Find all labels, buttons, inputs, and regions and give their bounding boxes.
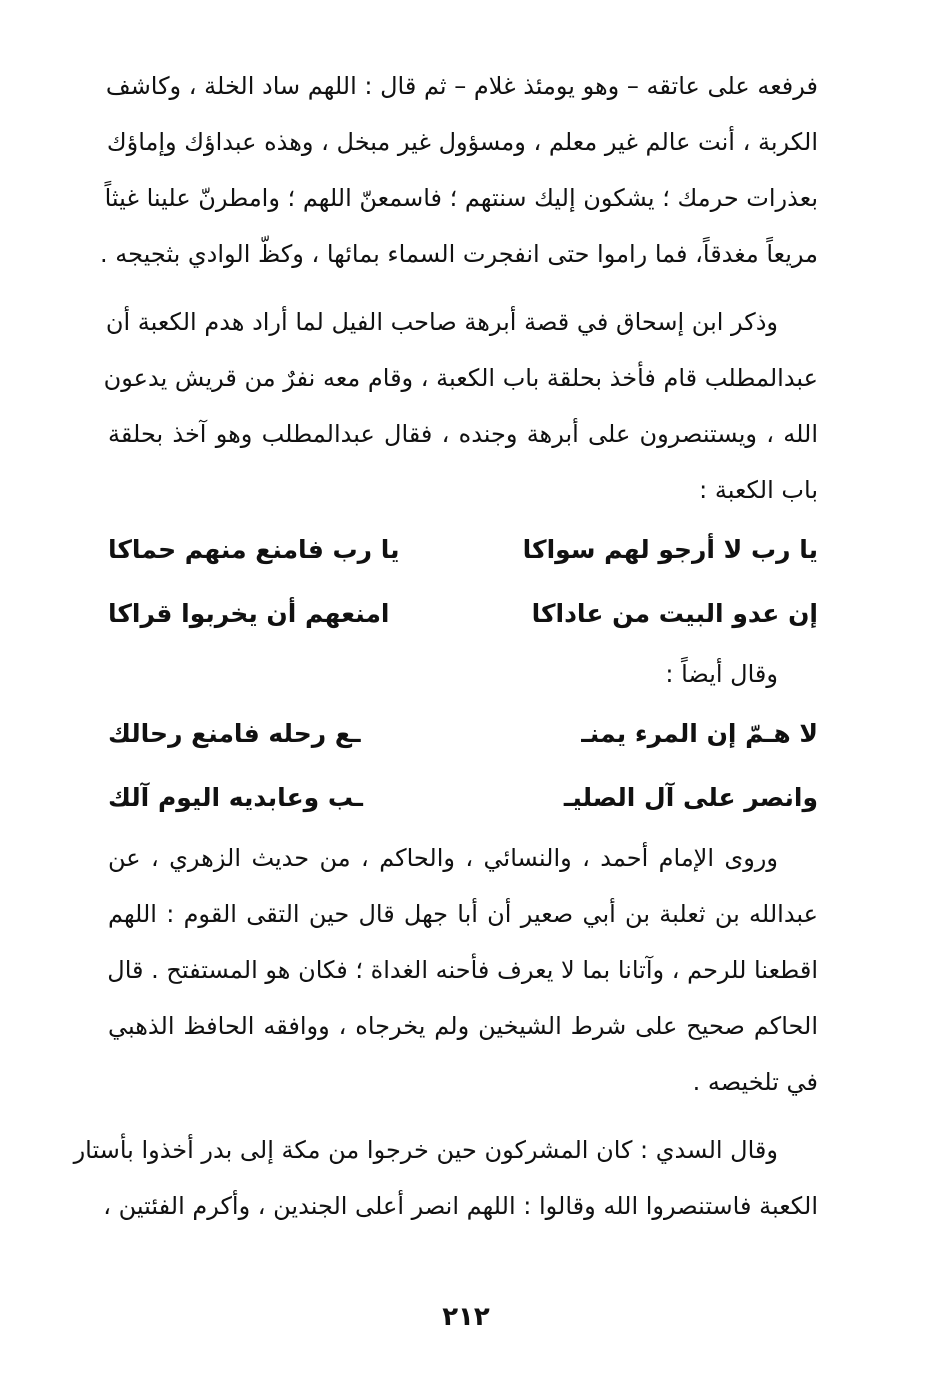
page-number: ٢١٢: [442, 1302, 490, 1332]
poem-1: [108, 518, 818, 646]
text-line: فرفعه على عاتقه – وهو يومئذ غلام – ثم قال : اللهم ساد الخلة ، وكاشف: [105, 72, 818, 100]
text-line: الكعبة فاستنصروا الله وقالوا : اللهم انصر أعلى الجندين ، وأكرم الفئتين ،: [103, 1192, 818, 1220]
verse-second-hemistich: ـب وعابديه اليوم آلك: [108, 783, 363, 812]
page-body: [73, 58, 818, 1234]
text-line: الحاكم صحيح على شرط الشيخين ولم يخرجاه ، ووافقه الحافظ الذهبي: [108, 1012, 818, 1040]
text-line: باب الكعبة :: [699, 476, 818, 504]
paragraph-1: [99, 58, 818, 282]
text-line: وروى الإمام أحمد ، والنسائي ، والحاكم ، من حديث الزهري ، عن: [108, 844, 778, 872]
verse-first-hemistich: لا هـمّ إن المرء يمنـ: [581, 719, 818, 748]
text-line: مريعاً مغدقاً، فما راموا حتى انفجرت السماء بمائها ، وكظّ الوادي بثجيجه .: [99, 240, 818, 268]
text-line: عبدالمطلب قام فأخذ بحلقة باب الكعبة ، وقام معه نفرٌ من قريش يدعون: [103, 364, 818, 392]
poem-2: [108, 702, 818, 830]
text-line: اقطعنا للرحم ، وآتانا بما لا يعرف فأحنه الغداة ؛ فكان هو المستفتح . قال: [107, 956, 818, 984]
verse-first-hemistich: وانصر على آل الصليـ: [563, 783, 818, 812]
verse-second-hemistich: يا رب فامنع منهم حماكا: [108, 535, 400, 564]
verse-line: [108, 518, 818, 582]
text-line: الكربة ، أنت عالم غير معلم ، ومسؤول غير مبخل ، وهذه عبداؤك وإماؤك: [106, 128, 818, 156]
paragraph-3: [108, 830, 818, 1110]
verse-line: [108, 582, 818, 646]
paragraph-4: [73, 1122, 818, 1234]
verse-line: [108, 766, 818, 830]
text-line: بعذرات حرمك ؛ يشكون إليك سنتهم ؛ فاسمعنّ اللهم ؛ وامطرنّ علينا غيثاً: [104, 184, 818, 212]
verse-second-hemistich: ـع رحله فامنع رحالك: [108, 719, 361, 748]
verse-first-hemistich: يا رب لا أرجو لهم سواكا: [522, 535, 818, 564]
verse-line: [108, 702, 818, 766]
text-line: الله ، ويستنصرون على أبرهة وجنده ، فقال عبدالمطلب وهو آخذ بحلقة: [108, 420, 818, 448]
text-line: وقال أيضاً :: [665, 660, 778, 688]
text-line: في تلخيصه .: [692, 1068, 818, 1096]
text-line: وقال السدي : كان المشركون حين خرجوا من مكة إلى بدر أخذوا بأستار: [73, 1136, 778, 1164]
paragraph-2: [103, 294, 818, 518]
verse-second-hemistich: امنعهم أن يخربوا قراكا: [108, 599, 390, 628]
text-line: عبدالله بن ثعلبة بن أبي صعير أن أبا جهل قال حين التقى القوم : اللهم: [108, 900, 818, 928]
verse-first-hemistich: إن عدو البيت من عاداكا: [531, 599, 818, 628]
text-line: وذكر ابن إسحاق في قصة أبرهة صاحب الفيل لما أراد هدم الكعبة أن: [105, 308, 778, 336]
